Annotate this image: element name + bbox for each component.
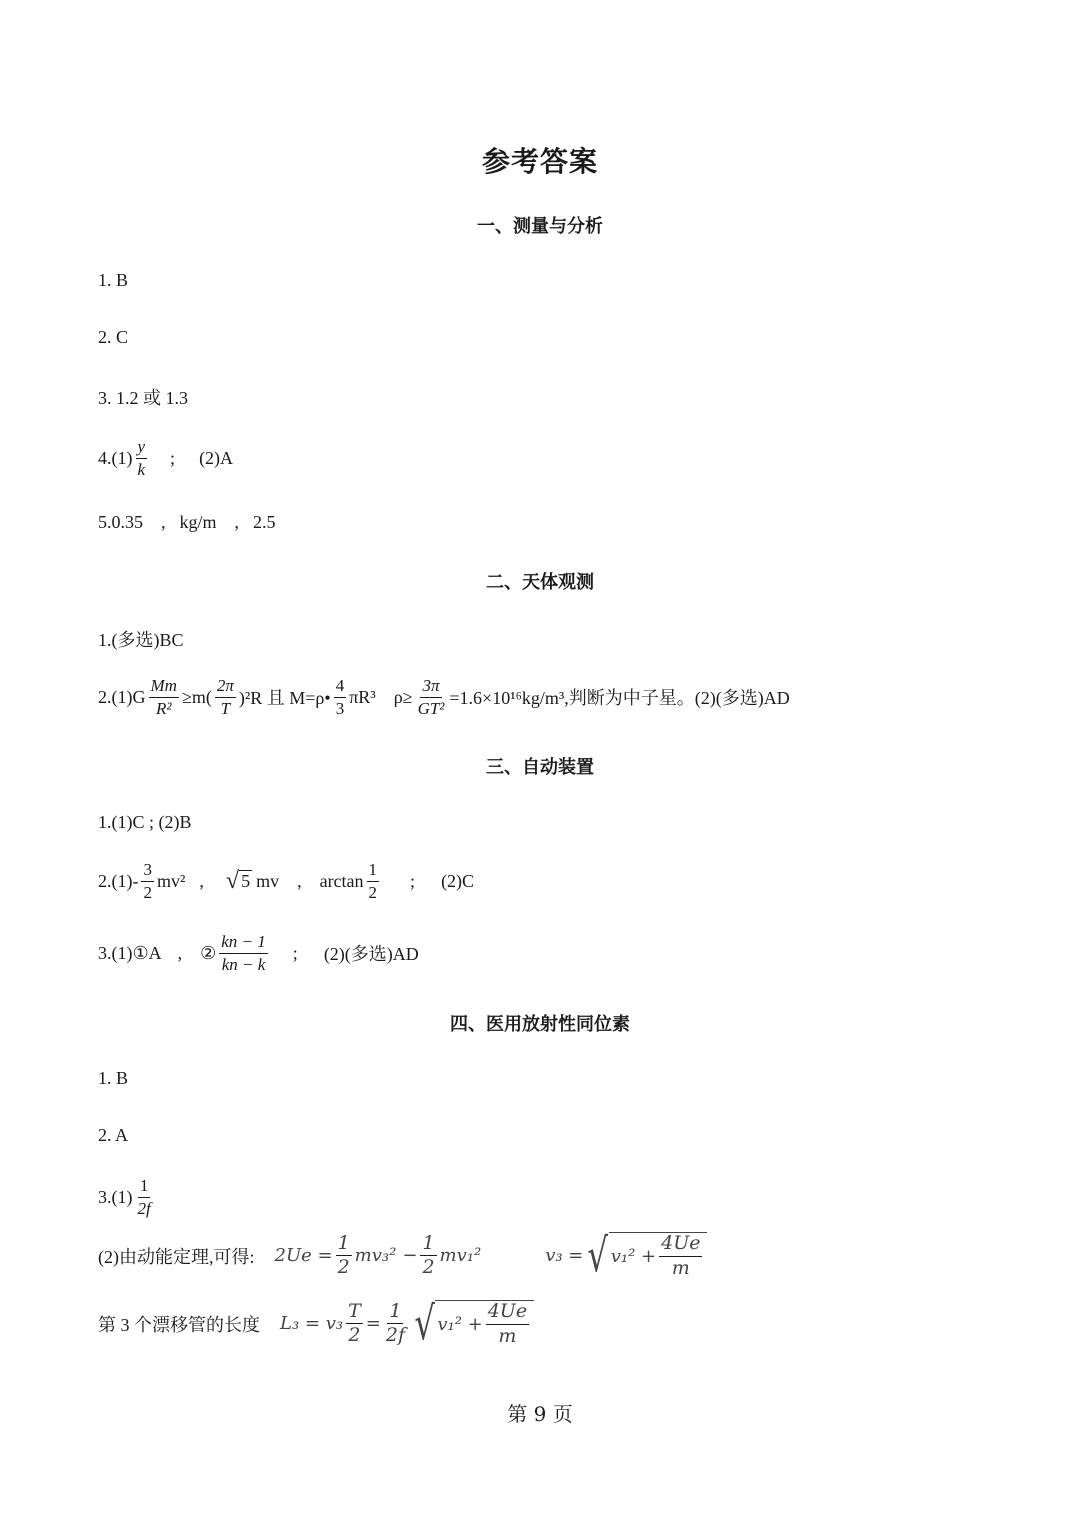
fraction-kn-1-over-kn-k xyxy=(219,932,268,974)
text-segment: − xyxy=(402,1245,418,1267)
fraction-3-over-2 xyxy=(141,860,154,902)
answer-4-3-part3 xyxy=(98,1296,534,1350)
energy-equation-image xyxy=(274,1228,708,1282)
text-segment: arctan xyxy=(319,870,364,891)
fraction-numerator: y xyxy=(136,437,148,459)
fraction-denominator: R² xyxy=(155,698,172,718)
fraction-numerator: 4 xyxy=(334,676,347,698)
answer-3-3 xyxy=(98,932,419,974)
fraction-numerator: 1 xyxy=(138,1176,151,1198)
answer-1-5 xyxy=(98,512,276,533)
text-segment: 2Ue = xyxy=(274,1245,333,1267)
fraction-numerator: 1 xyxy=(420,1233,436,1257)
text-segment: =1.6×10¹⁶kg/m³,判断为中子星。(2)(多选)AD xyxy=(449,688,790,709)
text-segment: mv² xyxy=(156,870,186,891)
text-segment: πR³ xyxy=(349,686,376,707)
fraction-denominator: 2 xyxy=(337,1256,350,1279)
comma: , xyxy=(234,512,240,532)
fraction-numerator: 1 xyxy=(336,1233,352,1257)
answer-3-2 xyxy=(98,860,474,902)
answer-1-1: 1. B xyxy=(98,270,129,290)
fraction-denominator: m xyxy=(498,1324,517,1347)
answer-4-2: 2. A xyxy=(98,1125,129,1145)
fraction-numerator: 1 xyxy=(387,1301,403,1325)
sqrt-expression xyxy=(410,1296,534,1350)
radical-sign: √ xyxy=(414,1296,435,1350)
fraction-one-half xyxy=(420,1233,436,1280)
text-segment: mv₃² xyxy=(354,1245,397,1267)
page-number: 第 9 页 xyxy=(507,1402,573,1426)
fraction-1-over-2 xyxy=(367,860,380,902)
fraction-4-over-3 xyxy=(334,676,347,718)
text-segment: v₁² + xyxy=(610,1245,657,1267)
radicand: 5 xyxy=(241,871,251,892)
fraction-denominator: kn − k xyxy=(221,954,266,974)
text-segment: mv xyxy=(256,870,280,891)
answer-3-1: 1.(1)C ; (2)B xyxy=(98,812,192,832)
fraction-3pi-over-GT2 xyxy=(416,676,447,718)
fraction-numerator: 4Ue xyxy=(659,1233,702,1257)
answer-3-3-part2: (2)(多选)AD xyxy=(323,944,419,965)
text-segment: )²R 且 M=ρ• xyxy=(238,688,331,709)
fraction-numerator: 3 xyxy=(141,860,154,882)
comma: , xyxy=(297,870,302,891)
fraction-denominator: k xyxy=(137,459,146,479)
fraction-denominator: 2 xyxy=(348,1324,361,1347)
text-segment: ρ≥ xyxy=(393,686,413,707)
answer-1-3: 3. 1.2 或 1.3 xyxy=(98,388,188,408)
fraction-numerator: 1 xyxy=(367,860,380,882)
radicand xyxy=(435,1300,534,1348)
comma: , xyxy=(161,512,166,532)
fraction-1-over-2f xyxy=(136,1176,153,1218)
answer-1-2: 2. C xyxy=(98,327,129,347)
radicand xyxy=(609,1232,708,1280)
answer-2-2-prefix: 2.(1)G xyxy=(98,686,146,707)
answer-1-5-value2: 2.5 xyxy=(253,512,276,532)
separator: ; xyxy=(292,942,298,963)
fraction-denominator: 2 xyxy=(368,882,378,902)
answer-3-3-prefix: 3.(1)①A xyxy=(98,942,162,963)
fraction-numerator: kn − 1 xyxy=(219,932,268,954)
fraction-y-over-k xyxy=(136,437,148,479)
comma: , xyxy=(199,870,204,891)
fraction-numerator: T xyxy=(346,1301,363,1325)
fraction-denominator: m xyxy=(671,1256,690,1279)
sqrt-5 xyxy=(226,869,252,893)
text-segment: ② xyxy=(200,942,217,963)
answer-3-2-prefix: 2.(1)- xyxy=(98,870,139,891)
answer-1-5-value: 5.0.35 xyxy=(98,512,143,532)
fraction-denominator: GT² xyxy=(417,698,445,718)
fraction-numerator: 2π xyxy=(215,676,236,698)
answer-2-2 xyxy=(98,676,790,718)
page-title: 参考答案 xyxy=(481,145,598,178)
fraction-4Ue-over-m xyxy=(486,1301,529,1348)
answer-2-1: 1.(多选)BC xyxy=(98,630,184,650)
section-heading-medical-isotopes: 四、医用放射性同位素 xyxy=(450,1014,630,1035)
text-segment: ≥m( xyxy=(181,686,212,707)
answer-4-3-prefix: 3.(1) xyxy=(98,1186,133,1207)
answer-4-3 xyxy=(98,1176,156,1218)
radical-sign: √ xyxy=(587,1228,609,1282)
section-heading-automatic-devices: 三、自动装置 xyxy=(486,757,594,778)
text-segment: 第 3 个漂移管的长度 xyxy=(98,1314,260,1335)
text-segment: (2)由动能定理,可得: xyxy=(98,1246,255,1267)
answer-3-2-part2: (2)C xyxy=(441,870,475,891)
separator: ; xyxy=(170,447,176,468)
answer-4-3-part2 xyxy=(98,1228,707,1282)
answer-1-4 xyxy=(98,437,233,479)
drift-tube-length-equation-image xyxy=(280,1296,534,1350)
fraction-numerator: 4Ue xyxy=(486,1301,529,1325)
fraction-T-over-2 xyxy=(346,1301,363,1348)
fraction-2pi-over-T xyxy=(215,676,236,718)
answer-1-4-prefix: 4.(1) xyxy=(98,447,133,468)
fraction-1-over-2f xyxy=(384,1301,407,1348)
fraction-denominator: 2 xyxy=(143,882,152,902)
radical-sign: √ xyxy=(225,868,240,895)
fraction-denominator: 2 xyxy=(422,1256,435,1279)
text-segment: mv₁² xyxy=(439,1245,482,1267)
sqrt-expression xyxy=(583,1228,707,1282)
fraction-numerator: Mm xyxy=(149,676,179,698)
fraction-one-half xyxy=(336,1233,352,1280)
text-segment: v₁² + xyxy=(437,1313,483,1335)
section-heading-measurement: 一、测量与分析 xyxy=(477,216,603,237)
section-heading-astronomy: 二、天体观测 xyxy=(486,572,594,593)
comma: , xyxy=(177,942,183,963)
answer-1-4-part2: (2)A xyxy=(199,447,234,468)
fraction-Mm-over-R2 xyxy=(149,676,179,718)
fraction-numerator: 3π xyxy=(420,676,441,698)
text-segment: v₃ = xyxy=(545,1245,584,1267)
fraction-denominator: 2f xyxy=(385,1324,405,1347)
answer-4-1: 1. B xyxy=(98,1068,129,1088)
separator: ; xyxy=(410,870,416,891)
text-segment: = xyxy=(365,1313,381,1335)
text-segment: L₃ = v₃ xyxy=(280,1313,344,1335)
fraction-denominator: T xyxy=(220,698,231,718)
answer-1-5-unit: kg/m xyxy=(179,512,217,532)
fraction-4Ue-over-m xyxy=(659,1233,702,1280)
fraction-denominator: 3 xyxy=(335,698,345,718)
fraction-denominator: 2f xyxy=(137,1198,151,1218)
